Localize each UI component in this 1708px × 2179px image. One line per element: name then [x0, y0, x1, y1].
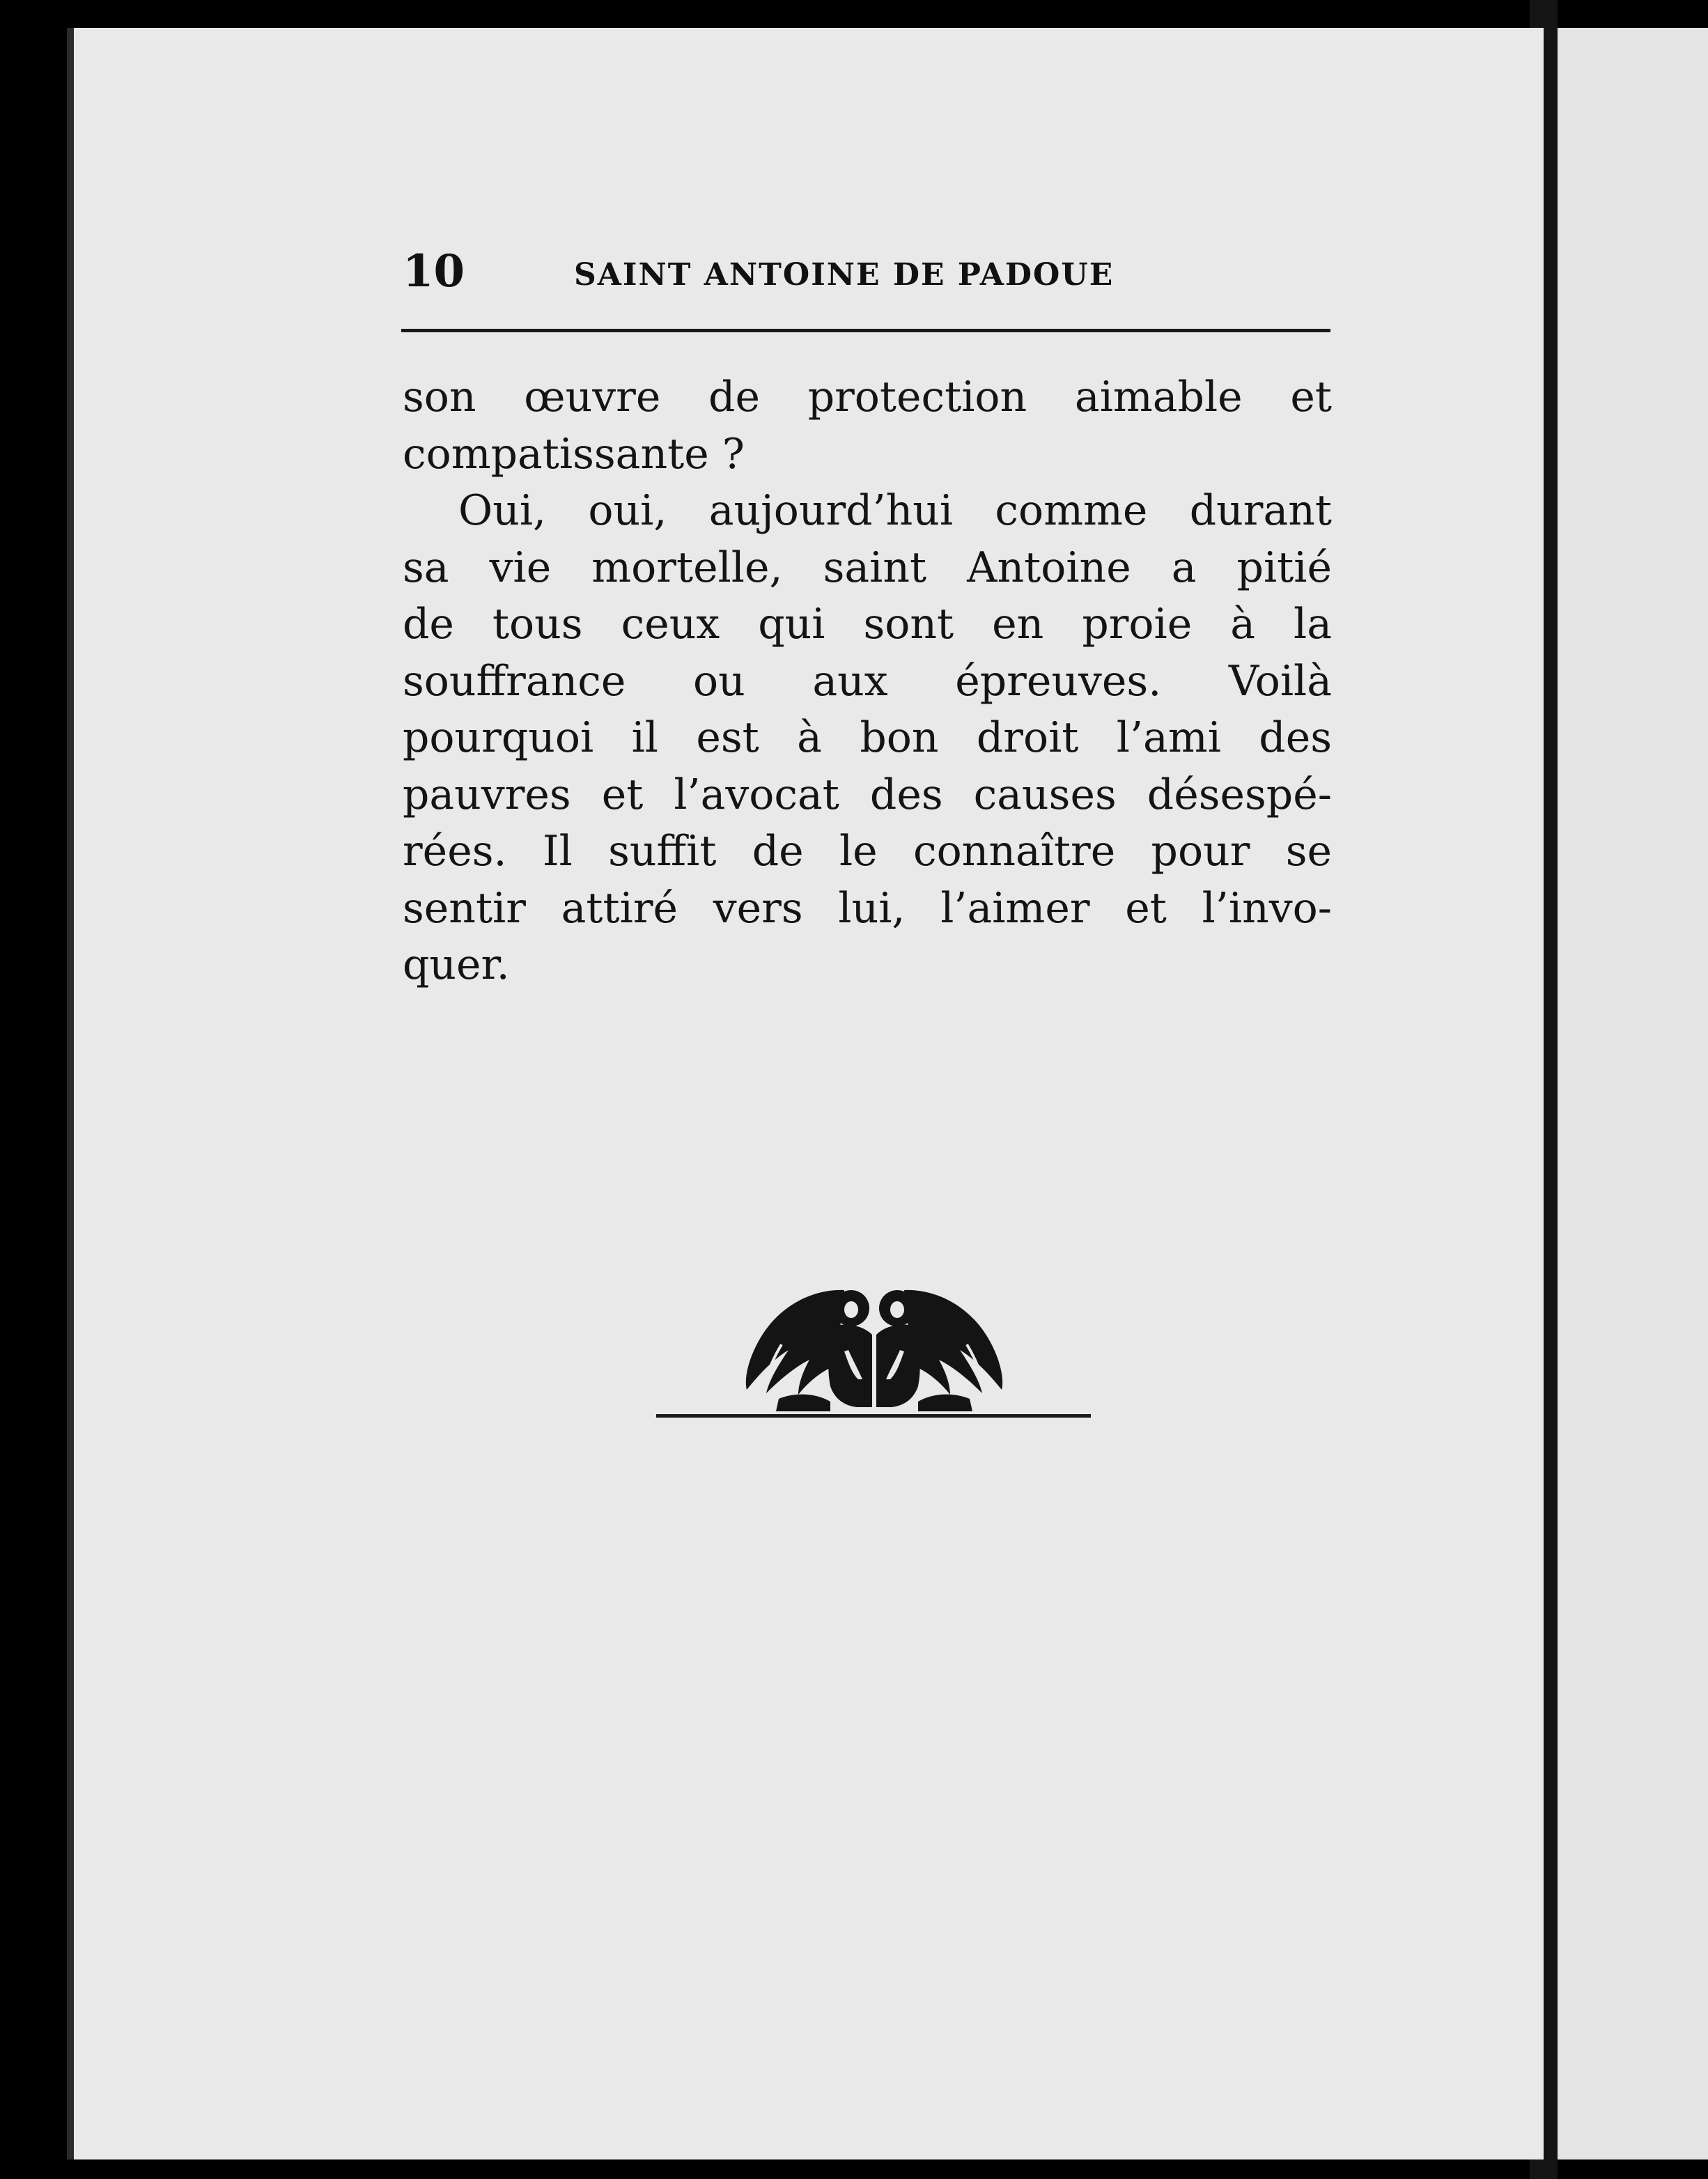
running-title: SAINT ANTOINE DE PADOUE — [574, 257, 1115, 293]
text-line: pourquoi il est à bon droit l’ami des — [403, 713, 1332, 762]
text-line: pauvres et l’avocat des causes désespé- — [403, 770, 1332, 819]
text-line: souffrance ou aux épreuves. Voilà — [403, 656, 1332, 706]
page-left-edge — [67, 28, 74, 2159]
text-line: sa vie mortelle, saint Antoine a pitié — [403, 543, 1332, 592]
text-line: son œuvre de protection aimable et — [403, 373, 1332, 421]
twin-winged-figures-vignette-icon — [740, 1275, 1009, 1414]
header-rule — [401, 329, 1330, 332]
text-line: compatissante ? — [403, 429, 745, 479]
body-text — [403, 369, 1332, 994]
text-line: Oui, oui, aujourd’hui comme durant — [458, 486, 1332, 535]
facing-page-edge — [1558, 28, 1708, 2159]
text-line: quer. — [403, 940, 510, 989]
running-header — [403, 244, 1332, 300]
text-line: de tous ceux qui sont en proie à la — [403, 600, 1332, 649]
ornament-rule — [656, 1414, 1091, 1418]
book-page — [67, 28, 1544, 2159]
text-line: sentir attiré vers lui, l’aimer et l’invo- — [403, 883, 1332, 933]
page-number: 10 — [403, 245, 465, 297]
text-line: rées. Il suffit de le connaître pour se — [403, 827, 1332, 876]
